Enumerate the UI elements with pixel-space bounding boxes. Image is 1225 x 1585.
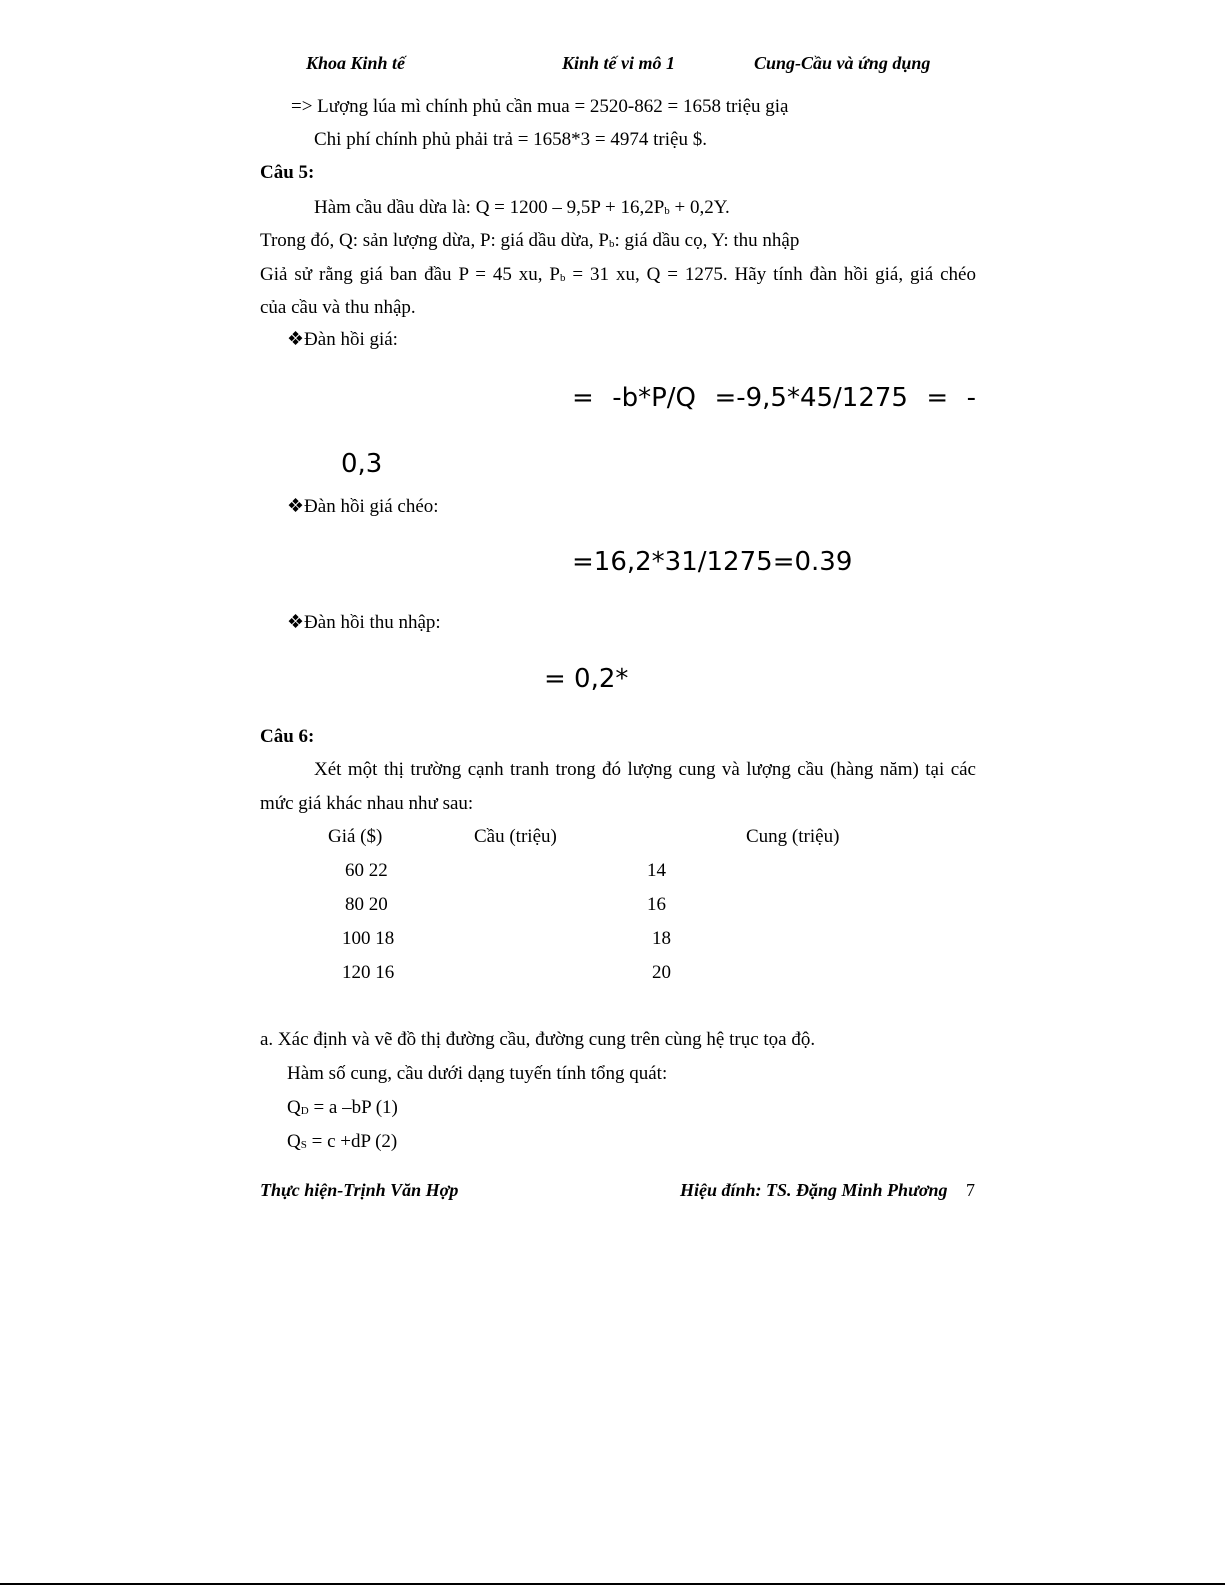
- demand-q: Q: [287, 1097, 301, 1118]
- table-row-price-demand: 80 20: [345, 894, 388, 915]
- demand-equation: [287, 1098, 398, 1117]
- footer-reviewer: Hiệu đính: TS. Đặng Minh Phương: [680, 1180, 948, 1200]
- price-elasticity-label: ❖Đàn hồi giá:: [287, 329, 398, 350]
- demand-function-line: [314, 198, 730, 217]
- supply-q: Q: [287, 1131, 301, 1152]
- market-description-line-2: mức giá khác nhau như sau:: [260, 793, 474, 814]
- assumption-line: [260, 265, 976, 284]
- linear-function-intro: Hàm số cung, cầu dưới dạng tuyến tính tổng quát:: [287, 1063, 668, 1084]
- assumption-text: Giả sử rằng giá ban đầu P = 45 xu, P: [260, 264, 560, 285]
- question-6-heading: Câu 6:: [260, 726, 315, 747]
- supply-equation-rest: = c +dP (2): [306, 1131, 398, 1152]
- assumption-line-2: của cầu và thu nhập.: [260, 297, 416, 318]
- subscript-b: b: [664, 205, 670, 217]
- price-elasticity-result: 0,3: [341, 449, 383, 479]
- wheat-purchase-line: => Lượng lúa mì chính phủ cần mua = 2520-862 = 1658 triệu giạ: [291, 96, 789, 117]
- table-row-price-demand: 120 16: [342, 962, 395, 983]
- supply-equation: [287, 1132, 397, 1151]
- table-header-price: Giá ($): [328, 826, 383, 847]
- table-row-price-demand: 100 18: [342, 928, 395, 949]
- table-row-supply: 18: [652, 928, 671, 949]
- demand-function-tail: + 0,2Y.: [669, 197, 730, 218]
- assumption-tail: = 31 xu, Q = 1275. Hãy tính đàn hồi giá, giá chéo: [565, 264, 976, 285]
- table-row-price-demand: 60 22: [345, 860, 388, 881]
- subscript-b: b: [609, 238, 615, 250]
- government-cost-line: Chi phí chính phủ phải trả = 1658*3 = 4974 triệu $.: [314, 129, 707, 150]
- header-chapter: Cung-Cầu và ứng dụng: [754, 53, 931, 73]
- cross-elasticity-formula: =16,2*31/1275=0.39: [572, 547, 853, 577]
- page-number: 7: [966, 1180, 975, 1200]
- subscript-b: b: [560, 272, 566, 284]
- question-5-heading: Câu 5:: [260, 162, 315, 183]
- part-a-statement: a. Xác định và vẽ đồ thị đường cầu, đường cung trên cùng hệ trục tọa độ.: [260, 1029, 816, 1050]
- income-elasticity-formula: = 0,2*: [544, 664, 629, 694]
- table-row-supply: 14: [647, 860, 666, 881]
- header-department: Khoa Kinh tế: [306, 53, 406, 73]
- income-elasticity-label: ❖Đàn hồi thu nhập:: [287, 612, 441, 633]
- market-description-line: Xét một thị trường cạnh tranh trong đó lượng cung và lượng cầu (hàng năm) tại các: [314, 759, 976, 780]
- cross-elasticity-label: ❖Đàn hồi giá chéo:: [287, 496, 439, 517]
- variables-text: Trong đó, Q: sản lượng dừa, P: giá dầu dừa, P: [260, 230, 609, 251]
- table-row-supply: 16: [647, 894, 666, 915]
- header-course: Kinh tế vi mô 1: [562, 53, 676, 73]
- footer-author: Thực hiện-Trịnh Văn Hợp: [260, 1180, 459, 1200]
- table-row-supply: 20: [652, 962, 671, 983]
- subscript-d: D: [300, 1105, 309, 1117]
- variables-definition-line: [260, 231, 799, 250]
- subscript-s: S: [300, 1139, 307, 1151]
- price-elasticity-formula: = -b*P/Q =-9,5*45/1275 = -: [572, 383, 976, 413]
- variables-tail: : giá dầu cọ, Y: thu nhập: [614, 230, 800, 251]
- demand-function-text: Hàm cầu dầu dừa là: Q = 1200 – 9,5P + 16,2P: [314, 197, 665, 218]
- table-header-demand: Cầu (triệu): [474, 826, 557, 847]
- demand-equation-rest: = a –bP (1): [308, 1097, 398, 1118]
- table-header-supply: Cung (triệu): [746, 826, 840, 847]
